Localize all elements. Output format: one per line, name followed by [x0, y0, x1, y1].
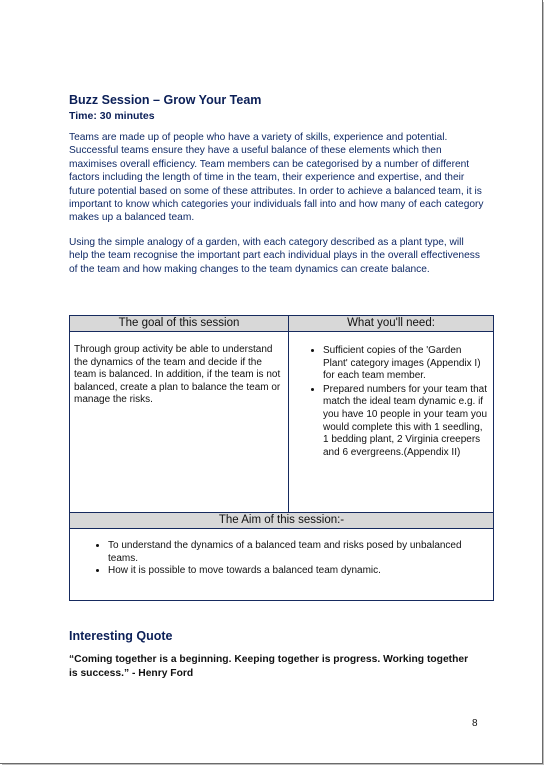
list-item: • Sufficient copies of the 'Garden Plant' category images (Appendix I) for each team member. [323, 345, 487, 383]
page-number: 8 [472, 718, 478, 729]
need-list-cell [289, 332, 494, 513]
list-item: • To understand the dynamics of a balanced team and risks posed by unbalanced teams. [108, 540, 489, 565]
goal-header: The goal of this session [70, 316, 289, 332]
goal-text: Through group activity be able to understand the dynamics of the team and decide if the team is balanced. In addition, if the team is not balanced, create a plan to balance the team or manage the risks. [70, 332, 289, 513]
quote-title: Interesting Quote [69, 629, 173, 643]
list-item: • How it is possible to move towards a balanced team dynamic. [108, 565, 489, 578]
quote-text: “Coming together is a beginning. Keeping together is progress. Working together is success.” - Henry Ford [69, 654, 469, 679]
aim-list-cell [70, 529, 494, 601]
need-list [293, 345, 487, 459]
page-title: Buzz Session – Grow Your Team [69, 93, 262, 107]
list-item: • Prepared numbers for your team that match the ideal team dynamic e.g. if you have 10 people in your team you would complete this with 1 seedling, 1 bedding plant, 2 Virginia creepers and 6 evergreens.(Appendix II) [323, 384, 487, 460]
session-table [69, 315, 494, 601]
aim-header: The Aim of this session:- [70, 513, 494, 529]
need-header: What you'll need: [289, 316, 494, 332]
aim-list [74, 540, 489, 578]
intro-paragraph: Teams are made up of people who have a variety of skills, experience and potential. Successful teams ensure they have a useful balance of these elements which then maximises overall efficiency. Team members can be categorised by a number of different factors including the length of time in the team, their experience and expertise, and their future potential based on some of these attributes. In order to achieve a balanced team, it is important to know which categories your individuals fall into and how many of each category makes up a balanced team. [69, 132, 484, 224]
analogy-paragraph: Using the simple analogy of a garden, with each category described as a plant type, will help the team recognise the important part each individual plays in the overall effectiveness of the team and how making changes to the team dynamics can create balance. [69, 237, 480, 275]
session-time: Time: 30 minutes [69, 110, 155, 122]
